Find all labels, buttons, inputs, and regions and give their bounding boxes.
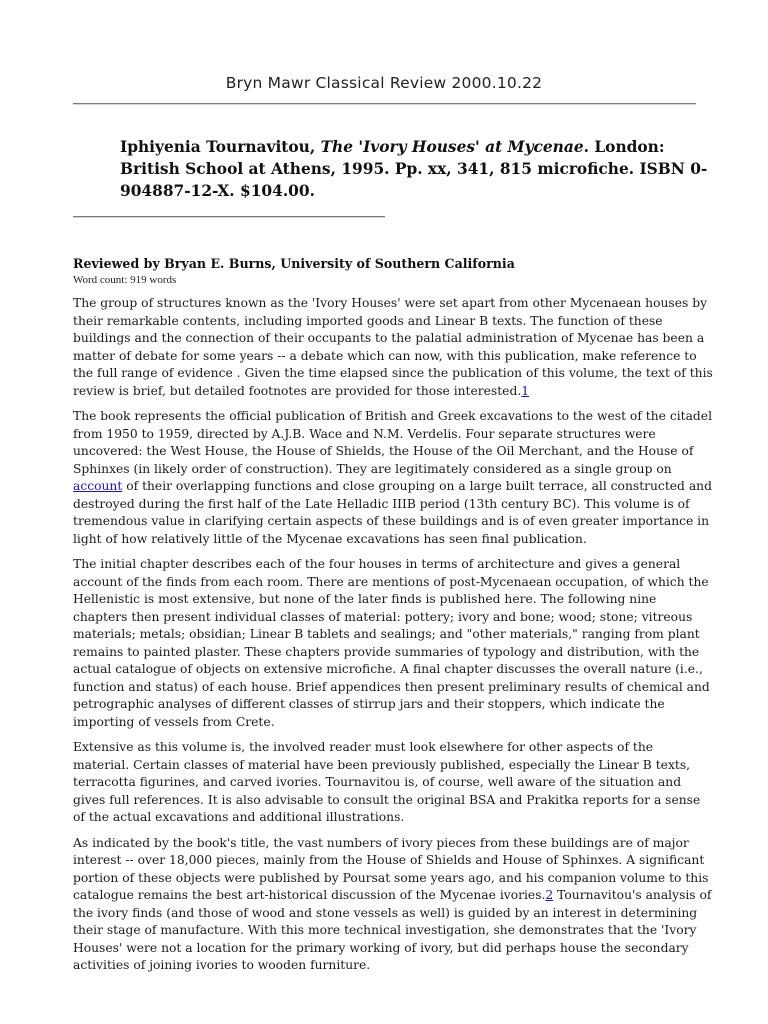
account-link[interactable]: account <box>73 479 123 493</box>
citation-divider <box>73 216 385 218</box>
paragraph <box>73 835 713 975</box>
paragraph <box>73 739 713 827</box>
footnote-link-1[interactable]: 1 <box>521 383 530 398</box>
paragraph-text: The book represents the official publication of British and Greek excavations to the west of the citadel from 1950 to 1959, directed by A.J.B. Wace and N.M. Verdelis. Four separate structures were uncovered: the West House, the House of Shields, the House of the Oil Merchant, and the House of Sphinxes (in likely order of construction). They are legitimately considered as a single group on <box>73 409 713 476</box>
paragraph-text: Tournavitou's analysis of the ivory finds (and those of wood and stone vessels as well) is guided by an interest in determining their stage of manufacture. With this more technical investigation, she demonstrates that the 'Ivory Houses' were not a location for the primary working of ivory, but did perhaps house the secondary activities of joining ivories to wooden furniture. <box>73 888 712 972</box>
paragraph-text: The initial chapter describes each of the four houses in terms of architecture and gives a general account of the finds from each room. There are mentions of post-Mycenaean occupation, of which the Hellenistic is most extensive, but none of the later finds is published here. The following nine chapters then present individual classes of material: pottery; ivory and bone; wood; stone; vitreous materials; metals; obsidian; Linear B tablets and sealings; and "other materials," ranging from plant remains to painted plaster. These chapters provide summaries of typology and distribution, with the actual catalogue of objects on extensive microfiche. A final chapter discusses the overall nature (i.e., function and status) of each house. Brief appendices then present preliminary results of chemical and petrographic analyses of different classes of stirrup jars and their stoppers, which indicate the importing of vessels from Crete. <box>73 557 710 729</box>
citation-details: . London: British School at Athens, 1995. Pp. xx, 341, 815 microfiche. ISBN 0-904887-12-X. $104.00. <box>120 138 708 200</box>
header-divider <box>73 103 696 105</box>
citation-book-title: The 'Ivory Houses' at Mycenae <box>320 138 584 156</box>
paragraph-text: of their overlapping functions and close grouping on a large built terrace, all constructed and destroyed during the first half of the Late Helladic IIIB period (13th century BC). This volume is of tremendous value in clarifying certain aspects of these buildings and is of even greater importance in light of how relatively little of the Mycenae excavations has seen final publication. <box>73 479 712 546</box>
paragraph <box>73 408 713 548</box>
book-citation <box>120 136 710 202</box>
citation-author: Iphiyenia Tournavitou, <box>120 138 321 156</box>
paragraph-text: As indicated by the book's title, the vast numbers of ivory pieces from these buildings are of major interest -- over 18,000 pieces, mainly from the House of Shields and House of Sphinxes. A significant portion of these objects were published by Poursat some years ago, and his companion volume to this catalogue remains the best art-historical discussion of the Mycenae ivories. <box>73 835 709 902</box>
paragraph-text: Extensive as this volume is, the involved reader must look elsewhere for other aspects of the material. Certain classes of material have been previously published, especially the Linear B texts, terracotta figurines, and carved ivories. Tournavitou is, of course, well aware of the situation and gives full references. It is also advisable to consult the original BSA and Prakitka reports for a sense of the actual excavations and additional illustrations. <box>73 740 701 824</box>
paragraph <box>73 295 713 400</box>
reviewer-line: Reviewed by Bryan E. Burns, University of Southern California <box>73 256 515 271</box>
paragraph-text: The group of structures known as the 'Ivory Houses' were set apart from other Mycenaean houses by their remarkable contents, including imported goods and Linear B texts. The function of these buildings and the connection of their occupants to the palatial administration of Mycenae has been a matter of debate for some years -- a debate which can now, with this publication, make reference to the full range of evidence . Given the time elapsed since the publication of this volume, the text of this review is brief, but detailed footnotes are provided for those interested. <box>73 296 713 398</box>
paragraph <box>73 556 713 731</box>
word-count: Word count: 919 words <box>73 274 177 286</box>
review-body <box>73 295 713 983</box>
page-title: Bryn Mawr Classical Review 2000.10.22 <box>225 74 543 92</box>
footnote-link-2[interactable]: 2 <box>545 888 554 902</box>
